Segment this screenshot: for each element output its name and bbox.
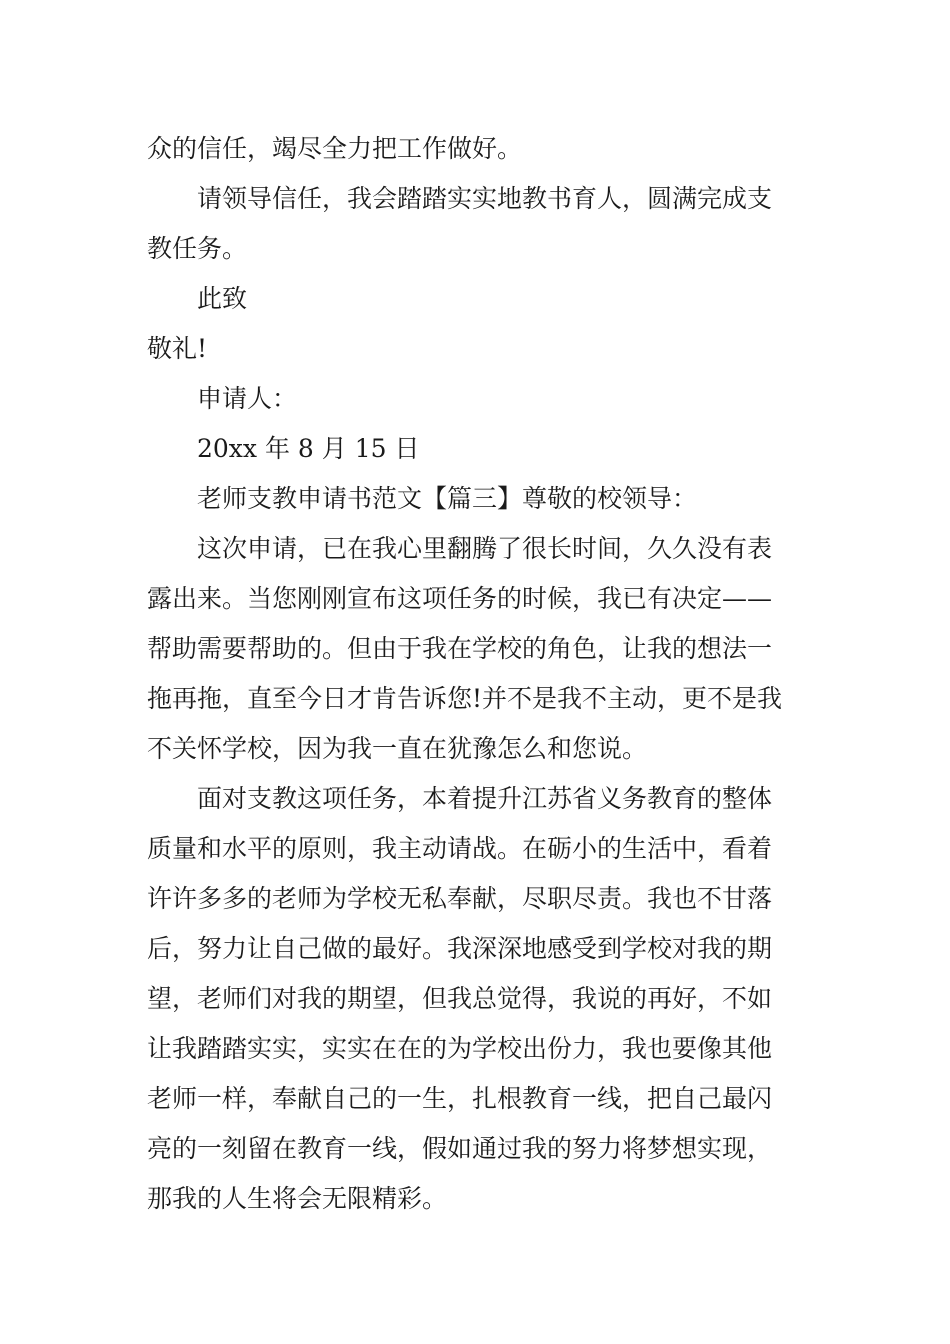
closing-salutation: 此致 [197, 284, 248, 313]
text-line: 拖再拖，直至今日才肯告诉您!并不是我不主动，更不是我 [147, 684, 783, 713]
section-heading: 老师支教申请书范文【篇三】尊敬的校领导： [197, 484, 698, 513]
text-line: 质量和水平的原则，我主动请战。在砺小的生活中，看着 [147, 834, 773, 863]
text-line: 那我的人生将会无限精彩。 [147, 1184, 448, 1213]
text-line: 露出来。当您刚刚宣布这项任务的时候，我已有决定—— [147, 584, 773, 613]
text-line: 后，努力让自己做的最好。我深深地感受到学校对我的期 [147, 934, 773, 963]
text-line: 这次申请，已在我心里翻腾了很长时间，久久没有表 [197, 534, 773, 563]
text-line: 不关怀学校，因为我一直在犹豫怎么和您说。 [147, 734, 648, 763]
closing-regards: 敬礼! [147, 334, 208, 363]
text-line: 望，老师们对我的期望，但我总觉得，我说的再好，不如 [147, 984, 773, 1013]
text-line: 帮助需要帮助的。但由于我在学校的角色，让我的想法一 [147, 634, 773, 663]
text-line: 老师一样，奉献自己的一生，扎根教育一线，把自己最闪 [147, 1084, 773, 1113]
text-line: 教任务。 [147, 234, 248, 263]
text-line: 亮的一刻留在教育一线，假如通过我的努力将梦想实现， [147, 1134, 773, 1163]
text-line: 面对支教这项任务，本着提升江苏省义务教育的整体 [197, 784, 773, 813]
text-line: 许许多多的老师为学校无私奉献，尽职尽责。我也不甘落 [147, 884, 773, 913]
text-line: 众的信任，竭尽全力把工作做好。 [147, 134, 523, 163]
text-line: 让我踏踏实实，实实在在的为学校出份力，我也要像其他 [147, 1034, 773, 1063]
applicant-label: 申请人： [197, 384, 298, 413]
date-line: 20xx 年 8 月 15 日 [197, 434, 420, 463]
text-line: 请领导信任，我会踏踏实实地教书育人，圆满完成支 [197, 184, 773, 213]
